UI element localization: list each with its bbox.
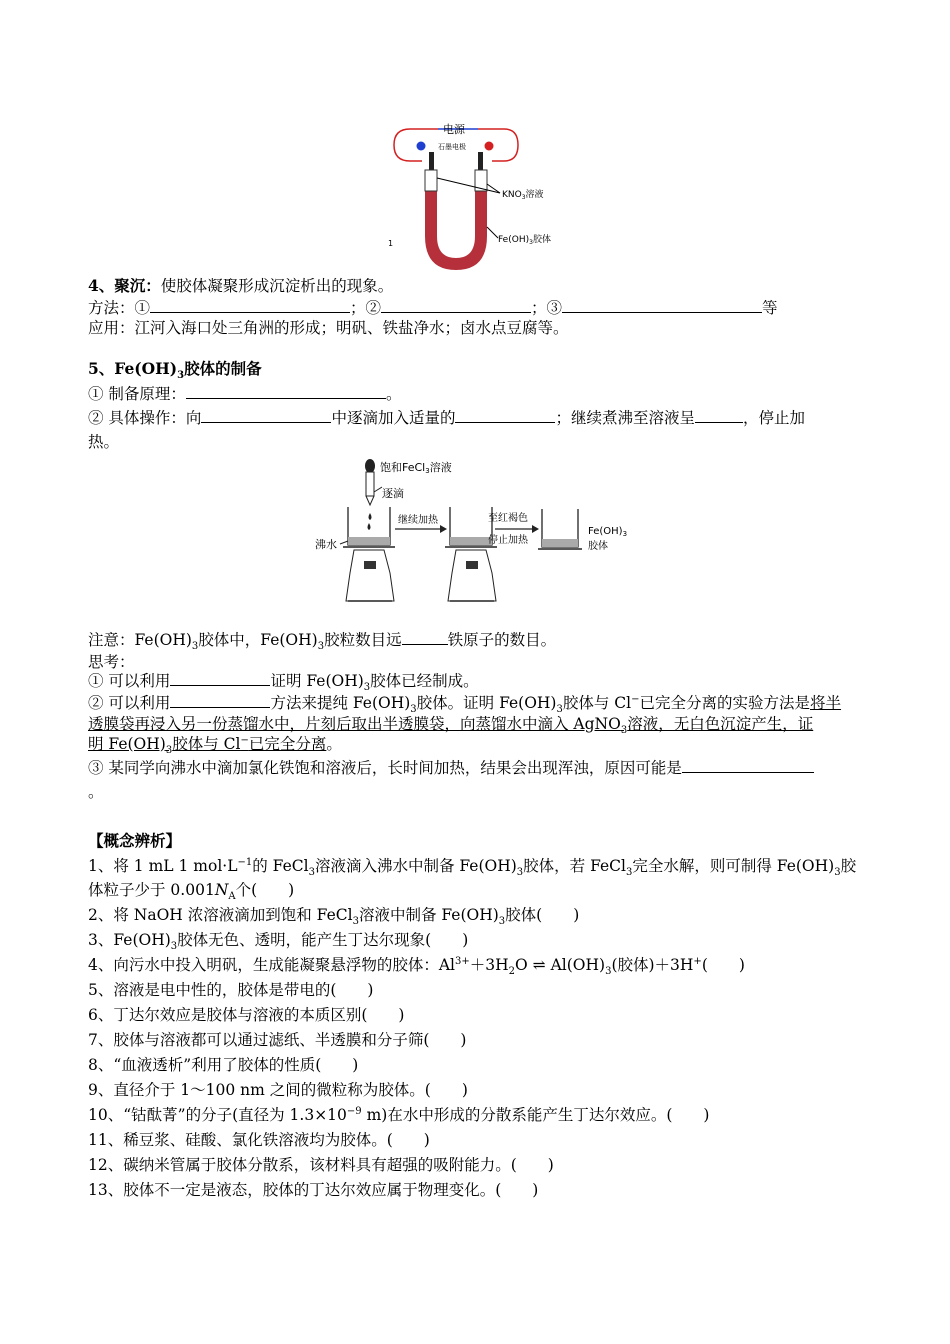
coagulation-applications: 应用：江河入海口处三角洲的形成；明矾、铁盐净水；卤水点豆腐等。 bbox=[88, 319, 569, 337]
preparation-title: 5、$Fe(OH)_3$胶体的制备 bbox=[88, 359, 262, 382]
think-q1: ① 可以利用 证明 $Fe(OH)_3$胶体已经制成。 bbox=[88, 672, 479, 694]
negative-terminal bbox=[417, 142, 426, 151]
result-label: $Fe(OH)_3$ bbox=[588, 526, 628, 538]
concept-item-6: 6、丁达尔效应是胶体与溶液的本质区别( ) bbox=[88, 1006, 405, 1024]
think-q2: ② 可以利用 方法来提纯 $Fe(OH)_3$胶体。证明 $Fe(OH)_3$胶体与 Cl−已完全分离的实验方法是将半 bbox=[88, 693, 842, 716]
think-q2-end: 明 $Fe(OH)_3$胶体与 Cl−已完全分离。 bbox=[88, 734, 342, 757]
electrode-label: 石墨电极 bbox=[438, 143, 466, 151]
positive-terminal bbox=[485, 142, 494, 151]
method-blank-2[interactable] bbox=[381, 298, 531, 313]
steps-blank-2[interactable] bbox=[455, 408, 555, 423]
method-blank-1[interactable] bbox=[150, 298, 350, 313]
boiling-water-label: 沸水 bbox=[315, 538, 337, 551]
u-tube-colloid bbox=[425, 191, 487, 270]
coagulation-methods: 方法：① ；② ；③ 等 bbox=[88, 299, 778, 317]
think-q3: ③ 某同学向沸水中滴加氯化铁饱和溶液后，长时间加热，结果会出现浑浊，原因可能是 bbox=[88, 758, 814, 778]
concept-item-1-cont: 体粒子少于 $0.001N_A$个( ) bbox=[88, 881, 295, 903]
q2-blank[interactable] bbox=[170, 693, 270, 708]
concept-item-8: 8、“血液透析”利用了胶体的性质( ) bbox=[88, 1056, 359, 1074]
electrophoresis-figure bbox=[380, 118, 580, 278]
drip-label: 逐滴 bbox=[382, 487, 404, 500]
coagulation-title: 4、聚沉：使胶体凝聚形成沉淀析出的现象。 bbox=[88, 276, 394, 295]
concept-item-7: 7、胶体与溶液都可以通过滤纸、半透膜和分子筛( ) bbox=[88, 1031, 467, 1049]
think-q2-cont: 透膜袋再浸入另一份蒸馏水中，片刻后取出半透膜袋，向蒸馏水中滴入 AgNO$_3$溶液，无白色沉淀产生，证 bbox=[88, 715, 814, 737]
concept-item-10: 10、“钴酞菁”的分子(直径为 $1.3\times 10^{-9}$ m)在水中形成的分散系能产生丁达尔效应。( ) bbox=[88, 1105, 710, 1124]
red-brown-label: 至红褐色 bbox=[488, 513, 528, 524]
steps-blank-3[interactable] bbox=[695, 408, 743, 423]
principle-blank[interactable] bbox=[186, 384, 386, 399]
concept-item-12: 12、碳纳米管属于胶体分散系，该材料具有超强的吸附能力。( ) bbox=[88, 1156, 554, 1174]
reagent-label: 饱和FeCl3溶液 bbox=[380, 461, 452, 475]
steps-blank-1[interactable] bbox=[201, 408, 331, 423]
concept-item-1: 1、将 1 mL 1 $mol\cdot L^{-1}$的 FeCl$_3$溶液滴入沸水中制备 $Fe(OH)_3$胶体，若 FeCl$_3$完全水解，则可制得 $Fe(OH)_3$胶 bbox=[88, 856, 857, 879]
concept-item-9: 9、直径介于 1～100 nm 之间的微粒称为胶体。( ) bbox=[88, 1081, 468, 1099]
beaker-result bbox=[538, 509, 582, 549]
q1-blank[interactable] bbox=[170, 671, 270, 686]
concept-item-13: 13、胶体不一定是液态，胶体的丁达尔效应属于物理变化。( ) bbox=[88, 1181, 539, 1199]
continue-heating-label: 继续加热 bbox=[398, 515, 438, 526]
kno3-label: $KNO_3$溶液 bbox=[502, 190, 544, 201]
note-blank[interactable] bbox=[402, 630, 448, 645]
think-title: 思考： bbox=[88, 653, 135, 671]
preparation-steps-cont: 热。 bbox=[88, 433, 120, 451]
colloid-label: $Fe(OH)_3$胶体 bbox=[498, 235, 551, 246]
preparation-steps: ② 具体操作：向 中逐滴加入适量的 ；继续煮沸至溶液呈 ，停止加 bbox=[88, 409, 805, 427]
stray-mark: 1 bbox=[388, 239, 394, 248]
concept-item-3: 3、$Fe(OH)_3$胶体无色、透明，能产生丁达尔现象( ) bbox=[88, 931, 469, 953]
stop-heating-label: 停止加热 bbox=[488, 535, 528, 546]
preparation-figure bbox=[310, 455, 650, 615]
concept-item-5: 5、溶液是电中性的，胶体是带电的( ) bbox=[88, 981, 374, 999]
result-label-2: 胶体 bbox=[588, 541, 608, 552]
power-label: 电源 bbox=[443, 123, 465, 136]
preparation-principle: ① 制备原理： 。 bbox=[88, 385, 402, 403]
concept-item-4: 4、向污水中投入明矾，生成能凝聚悬浮物的胶体：$Al^{3+}+3H_2O$ ⇌ $Al(OH)_3$(胶体)＋3H+( ) bbox=[88, 955, 745, 978]
concept-item-11: 11、稀豆浆、硅酸、氯化铁溶液均为胶体。( ) bbox=[88, 1131, 430, 1149]
think-q3-end: 。 bbox=[88, 783, 104, 801]
concept-item-2: 2、将 NaOH 浓溶液滴加到饱和 FeCl$_3$溶液中制备 $Fe(OH)_3$胶体( ) bbox=[88, 906, 580, 928]
note-line: 注意：$Fe(OH)_3$胶体中，$Fe(OH)_3$胶粒数目远 铁原子的数目。 bbox=[88, 631, 557, 653]
concept-title: 【概念辨析】 bbox=[88, 831, 182, 850]
method-blank-3[interactable] bbox=[562, 298, 762, 313]
q3-blank[interactable] bbox=[682, 758, 814, 773]
beaker-boiling bbox=[343, 507, 395, 601]
